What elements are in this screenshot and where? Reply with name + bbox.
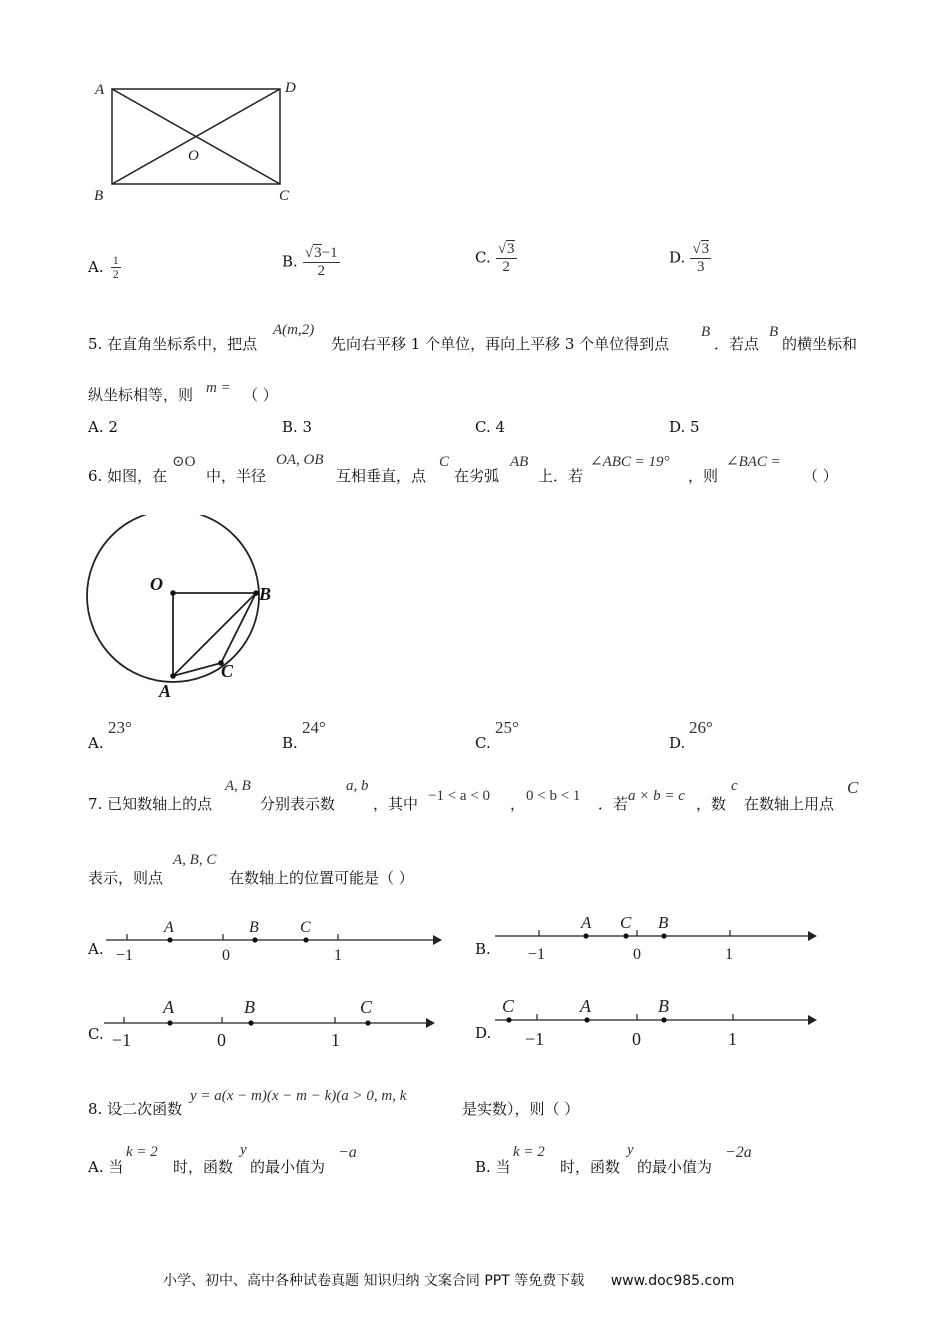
option-value: 26° (689, 718, 713, 737)
q7-text: 在数轴上的位置可能是（ ） (229, 869, 414, 887)
q5-text: ．若点 (714, 335, 760, 353)
q8-line (88, 1086, 888, 1118)
q7-text: ，其中 (373, 795, 419, 813)
denominator: 2 (317, 263, 325, 279)
label-a: A (164, 919, 174, 936)
label-c: C (221, 661, 234, 681)
label-c: C (502, 996, 515, 1016)
footer-text: 小学、初中、高中各种试卷真题 知识归纳 文案合同 PPT 等免费下载 (163, 1273, 585, 1289)
q7-option-b[interactable] (475, 908, 845, 968)
q5-text: 纵坐标相等，则 (88, 386, 194, 404)
q7-numbers-ab: a, b (346, 778, 369, 794)
q4-option-d[interactable] (669, 240, 711, 276)
denominator: 3 (696, 259, 705, 275)
q8-option-a[interactable] (88, 1142, 468, 1174)
option-value: 23° (108, 718, 132, 737)
q5-paren: （ ） (243, 386, 278, 404)
q8-option-b[interactable] (475, 1142, 855, 1174)
q5-option-d[interactable]: D. 5 (669, 418, 700, 436)
q7-ineq-a: −1 < a < 0 (428, 788, 491, 804)
q7-text: ， (510, 795, 526, 813)
rectangle-figure (85, 70, 315, 210)
q6-point-c: C (439, 454, 450, 470)
q6-radii: OA, OB (276, 452, 324, 468)
fraction (496, 240, 517, 276)
q6-text: 上．若 (538, 467, 584, 485)
q7-option-d[interactable] (475, 992, 845, 1052)
numerator: √3−1 (304, 245, 338, 261)
q7-points-abc: A, B, C (173, 852, 217, 868)
option-letter: A. (88, 940, 104, 958)
number-line-c (88, 993, 458, 1053)
circle-figure (80, 515, 280, 705)
label-c: C (620, 913, 632, 932)
q8-text: 8. 设二次函数 (88, 1100, 183, 1118)
q5-point-b: B (701, 324, 711, 340)
q7-product: a × b = c (628, 788, 685, 804)
q6-angle-abc: ∠ABC = 19° (590, 454, 670, 470)
label-b: B (658, 996, 669, 1016)
tick-neg1: −1 (116, 947, 134, 964)
q7-text: 分别表示数 (260, 795, 336, 813)
point-a (167, 937, 172, 942)
q8-expression: y = a(x − m)(x − m − k)(a > 0, m, k (190, 1088, 407, 1104)
q5-option-b[interactable]: B. 3 (282, 418, 313, 436)
q5-point-b: B (769, 324, 779, 340)
tick-neg1: −1 (528, 946, 546, 963)
arrow-icon (808, 1015, 817, 1025)
tick-0: 0 (633, 946, 641, 963)
tick-0: 0 (222, 947, 230, 964)
tick-neg1: −1 (525, 1029, 545, 1049)
q7-option-c[interactable] (88, 993, 458, 1053)
denominator: 2 (502, 259, 510, 275)
q8-text: 时，函数 (173, 1158, 234, 1176)
arrow-icon (433, 935, 442, 945)
option-letter: B. (282, 252, 298, 271)
q6-line (88, 452, 888, 485)
option-letter: D. (669, 734, 686, 752)
page-footer (163, 1270, 734, 1290)
tick-neg1: −1 (112, 1030, 132, 1050)
option-letter: A. (88, 258, 104, 276)
tick-0: 0 (217, 1030, 226, 1050)
option-value: 24° (302, 718, 326, 737)
q5-text: 先向右平移 1 个单位，再向上平移 3 个单位得到点 (331, 335, 670, 353)
q7-text: ，数 (696, 795, 727, 813)
option-letter: C. (475, 734, 491, 752)
q5-option-c[interactable]: C. 4 (475, 418, 506, 436)
q5-text: 5. 在直角坐标系中，把点 (88, 335, 258, 353)
point-b (661, 1017, 666, 1022)
point-b (252, 937, 257, 942)
label-c: C (300, 919, 311, 936)
point-c (365, 1020, 370, 1025)
numerator: 1 (112, 253, 119, 267)
footer-url[interactable]: www.doc985.com (610, 1273, 735, 1289)
q5-point-a: A(m,2) (273, 322, 315, 338)
q8-k: k = 2 (126, 1144, 158, 1160)
q4-option-a[interactable] (88, 254, 121, 281)
q8-value: −2a (725, 1144, 752, 1161)
q8-y: y (240, 1142, 247, 1158)
point-a (167, 1020, 172, 1025)
q6-circle-o: ⊙O (172, 454, 196, 470)
q8-y: y (627, 1142, 634, 1158)
number-line-a (88, 912, 458, 972)
label-a: A (163, 997, 174, 1017)
number-line-d (475, 992, 845, 1052)
option-letter: D. (475, 1024, 492, 1042)
q7-option-a[interactable] (88, 912, 458, 972)
q5-text: 的横坐标和 (782, 335, 858, 353)
point-b (661, 933, 666, 938)
q8-text: 的最小值为 (637, 1158, 713, 1176)
label-c: C (360, 997, 373, 1017)
number-line-b (475, 908, 845, 968)
label-b: B (249, 919, 259, 936)
q8-value: −a (338, 1144, 357, 1161)
option-letter: B. (475, 940, 491, 958)
point-a (583, 933, 588, 938)
fraction (111, 254, 121, 281)
point-b-dot (253, 590, 259, 596)
q8-k: k = 2 (513, 1144, 545, 1160)
q8-text: 是实数），则（ ） (462, 1100, 580, 1118)
label-a: A (581, 913, 592, 932)
q7-text: ．若 (598, 795, 629, 813)
q7-text: 表示，则点 (88, 869, 164, 887)
option-letter: C. (475, 248, 491, 267)
q4-option-b[interactable] (282, 244, 340, 280)
q6-text: 中，半径 (206, 467, 267, 485)
chord-ab (173, 593, 256, 676)
q7-number-c: c (731, 778, 738, 794)
point-c (303, 937, 308, 942)
q6-text: 6. 如图，在 (88, 467, 168, 485)
fraction (690, 240, 711, 276)
denominator: 2 (112, 267, 119, 281)
tick-1: 1 (725, 946, 733, 963)
q4-option-c[interactable] (475, 240, 517, 276)
q6-text: 在劣弧 (454, 467, 500, 485)
q6-paren: （ ） (803, 467, 838, 485)
option-letter: A. (88, 734, 104, 752)
label-c: C (279, 188, 290, 204)
point-c (506, 1017, 511, 1022)
tick-1: 1 (331, 1030, 340, 1050)
center-dot (170, 590, 176, 596)
label-b: B (94, 188, 104, 204)
point-c (623, 933, 628, 938)
label-a: A (159, 681, 172, 701)
q6-text: ，则 (688, 467, 719, 485)
label-o: O (188, 148, 199, 164)
label-d: D (285, 80, 296, 96)
option-letter: D. (669, 248, 686, 267)
q8-text: B. 当 (475, 1158, 511, 1176)
tick-0: 0 (632, 1029, 641, 1049)
option-letter: B. (282, 734, 298, 752)
option-value: 25° (495, 718, 519, 737)
q7-line1 (88, 778, 888, 813)
label-b: B (244, 997, 255, 1017)
q7-point-c: C (847, 778, 859, 797)
q6-text: 互相垂直，点 (336, 467, 427, 485)
label-o: O (150, 574, 163, 594)
fraction (303, 244, 340, 280)
option-letter: C. (88, 1025, 104, 1043)
arrow-icon (808, 931, 817, 941)
point-a (584, 1017, 589, 1022)
label-a: A (95, 82, 105, 98)
q7-text: 7. 已知数轴上的点 (88, 795, 213, 813)
tick-1: 1 (334, 947, 342, 964)
q5-var-m: m = (206, 380, 231, 396)
q8-text: 的最小值为 (250, 1158, 326, 1176)
q7-ineq-b: 0 < b < 1 (526, 788, 581, 804)
q7-text: 在数轴上用点 (744, 795, 835, 813)
label-b: B (259, 584, 272, 604)
numerator: √3 (497, 241, 515, 257)
point-a-dot (170, 673, 176, 679)
q6-angle-bac: ∠BAC = (726, 454, 781, 470)
q7-line2 (88, 852, 588, 887)
arrow-icon (426, 1018, 435, 1028)
q8-text: A. 当 (88, 1158, 124, 1176)
q8-text: 时，函数 (560, 1158, 621, 1176)
q5-option-a[interactable]: A. 2 (88, 418, 118, 436)
label-b: B (658, 913, 669, 932)
label-a: A (580, 996, 591, 1016)
numerator: √3 (692, 241, 710, 257)
q6-arc-ab: AB (510, 454, 529, 470)
tick-1: 1 (728, 1029, 737, 1049)
q7-points-ab: A, B (225, 778, 251, 794)
point-b (248, 1020, 253, 1025)
